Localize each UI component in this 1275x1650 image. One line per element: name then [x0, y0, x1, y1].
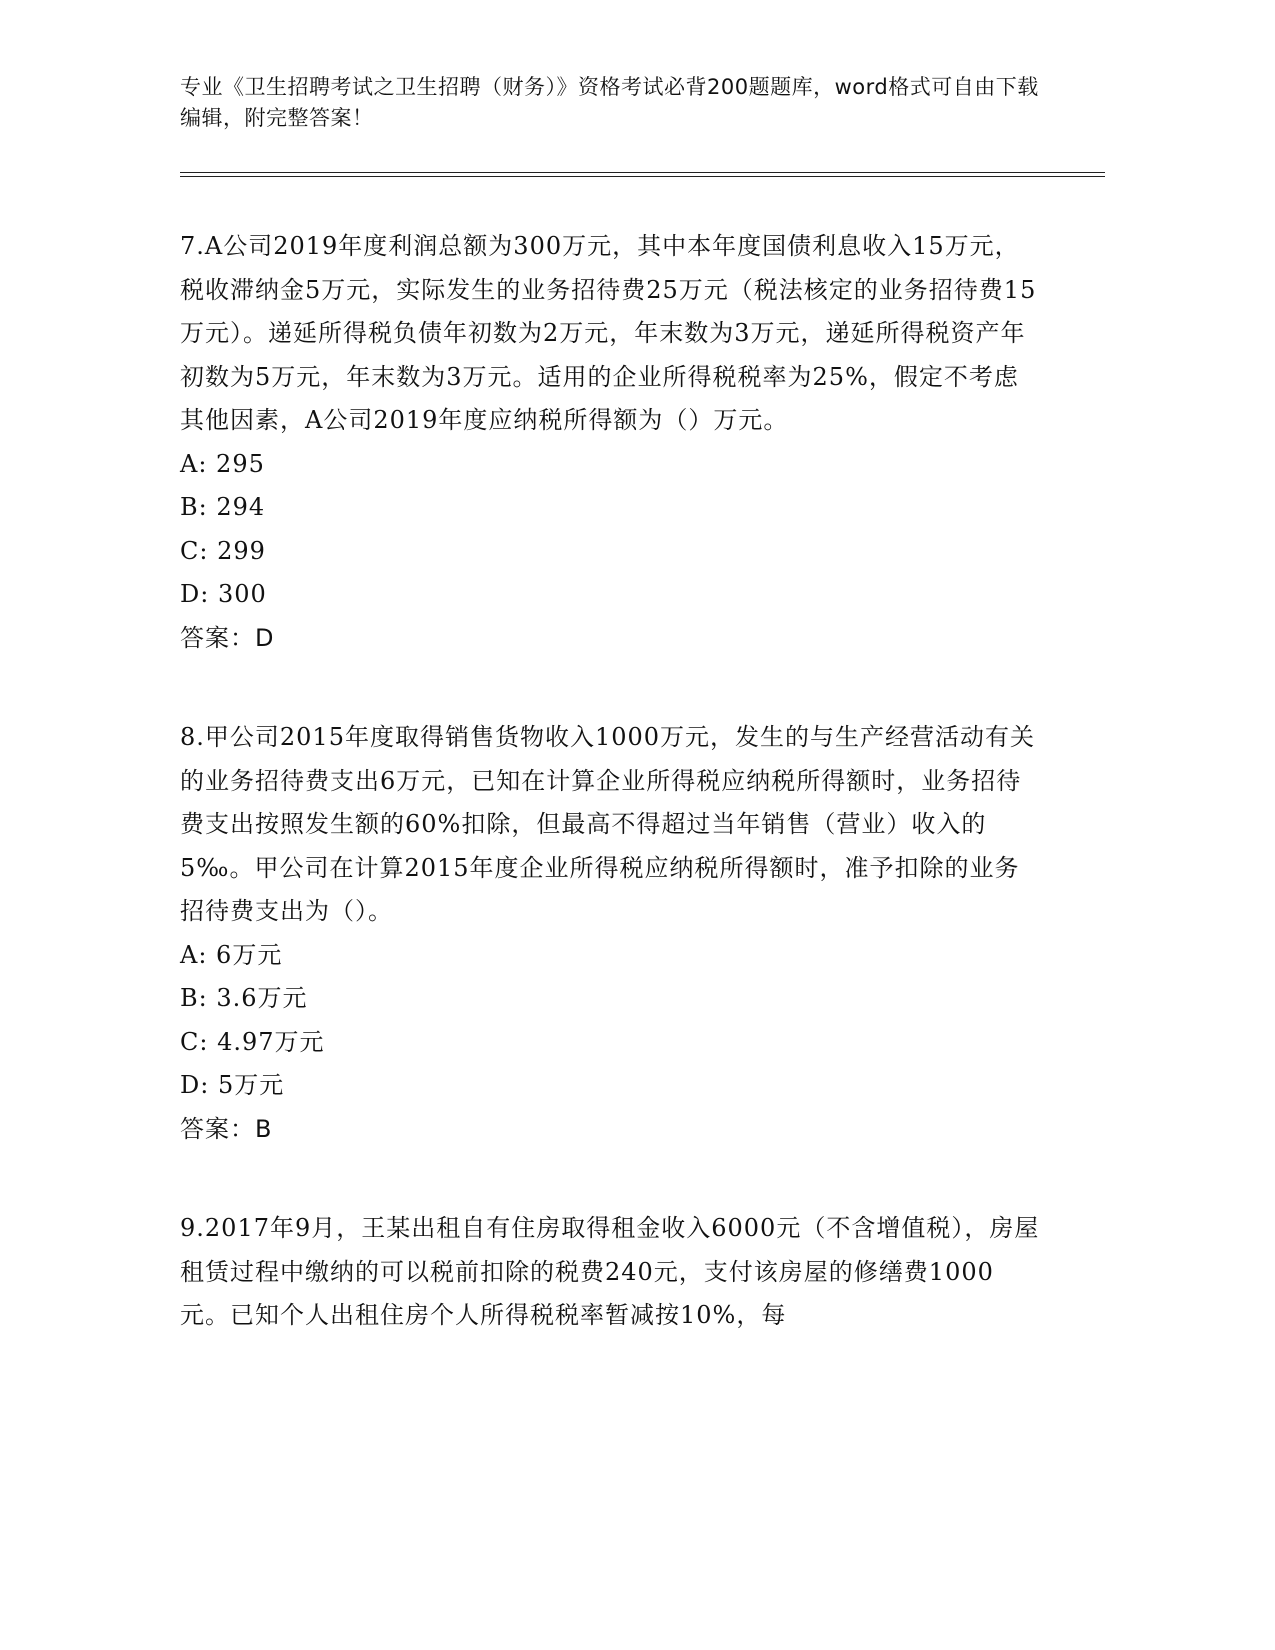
- question-stem: 8.甲公司2015年度取得销售货物收入1000万元，发生的与生产经营活动有关的业务招待费支出6万元，已知在计算企业所得税应纳税所得额时，业务招待费支出按照发生额的60%扣除，但最高不得超过当年销售（营业）收入的5‰。甲公司在计算2015年度企业所得税应纳税所得额时，准予扣除的业务招待费支出为（）。: [180, 723, 1036, 925]
- question-stem: 9.2017年9月，王某出租自有住房取得租金收入6000元（不含增值税），房屋租赁过程中缴纳的可以税前扣除的税费240元，支付该房屋的修缮费1000元。已知个人出租住房个人所得税税率暂减按10%，每: [180, 1214, 1040, 1329]
- question-8: [180, 716, 1040, 1151]
- document-header: [180, 72, 1060, 134]
- option-b: B: 3.6万元: [180, 984, 308, 1012]
- question-7: [180, 225, 1040, 660]
- option-a: A: 6万元: [180, 940, 283, 969]
- option-c: C: 299: [180, 536, 266, 565]
- header-text: 专业《卫生招聘考试之卫生招聘（财务）》资格考试必背200题题库，word格式可自由下载编辑，附完整答案！: [180, 75, 1039, 130]
- header-divider-top: [180, 172, 1105, 173]
- option-c: C: 4.97万元: [180, 1027, 325, 1056]
- option-d: D: 5万元: [180, 1071, 285, 1099]
- question-list: [180, 225, 1040, 1394]
- option-a: A: 295: [180, 449, 265, 478]
- answer: 答案：D: [180, 623, 275, 652]
- question-9: [180, 1207, 1040, 1338]
- option-d: D: 300: [180, 580, 267, 608]
- header-divider-bottom: [180, 176, 1105, 177]
- option-b: B: 294: [180, 493, 266, 521]
- question-stem: 7.A公司2019年度利润总额为300万元，其中本年度国债利息收入15万元，税收滞纳金5万元，实际发生的业务招待费25万元（税法核定的业务招待费15万元）。递延所得税负债年初数为2万元，年末数为3万元，递延所得税资产年初数为5万元，年末数为3万元。适用的企业所得税税率为25%，假定不考虑其他因素，A公司2019年度应纳税所得额为（）万元。: [180, 232, 1037, 434]
- answer: 答案：B: [180, 1114, 273, 1143]
